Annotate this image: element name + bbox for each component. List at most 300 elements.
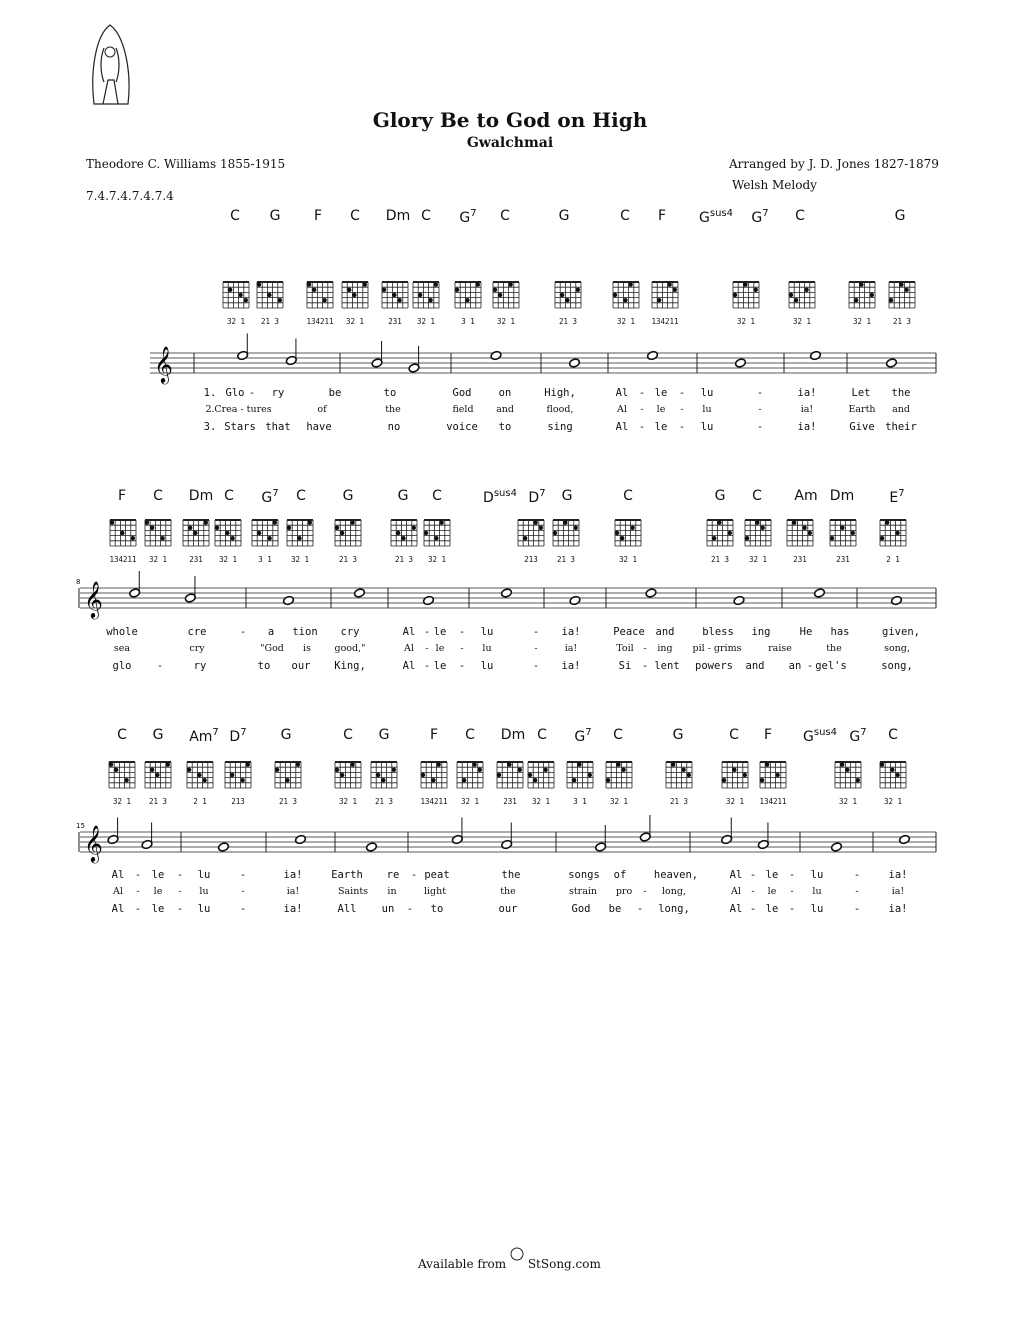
lyric-syllable: cry — [189, 643, 205, 654]
note-head — [891, 595, 903, 605]
lyric-syllable: - — [751, 886, 755, 897]
lyric-syllable: ry — [193, 660, 207, 672]
lyric-syllable: - — [680, 404, 684, 415]
lyric-syllable: Saints — [337, 886, 369, 897]
lyric-syllable: God — [571, 903, 591, 915]
lyric-syllable: Al — [111, 869, 125, 881]
lyric-syllable: Al — [731, 886, 741, 897]
lyric-syllable: - — [758, 404, 762, 415]
lyric-syllable: song, — [881, 660, 913, 672]
chord-root: G — [261, 490, 273, 506]
lyric-syllable: - — [749, 869, 757, 881]
chord-suffix: 7 — [240, 727, 247, 738]
lyric-syllable: ia! — [561, 660, 581, 672]
lyric-syllable: lu — [197, 869, 211, 881]
treble-clef-icon: 𝄞 — [84, 580, 103, 618]
chord-symbol — [379, 727, 390, 743]
lyric-syllable: songs — [568, 869, 600, 881]
chord-root: C — [620, 208, 630, 224]
chord-root: Dm — [500, 727, 526, 743]
lyric-syllable: Al — [615, 421, 629, 433]
chord-diagram — [335, 762, 361, 788]
chord-diagram — [613, 282, 639, 308]
chord-diagram — [707, 520, 733, 546]
chord-fingering: 32 1 — [736, 317, 756, 326]
chord-root: C — [224, 488, 234, 504]
lyric-syllable: bless — [702, 626, 734, 638]
chord-symbol — [537, 727, 547, 743]
chord-diagram — [421, 762, 447, 788]
chord-fingering: 21 3 — [558, 317, 578, 326]
chord-symbol — [465, 727, 475, 743]
chord-diagram — [187, 762, 213, 788]
lyric-syllable: glo — [112, 660, 132, 672]
chord-suffix: 7 — [898, 488, 905, 499]
chord-symbol — [153, 488, 163, 504]
lyric-syllable: - — [458, 626, 466, 638]
lyric-syllable: lu — [700, 421, 714, 433]
chord-symbol — [229, 727, 246, 745]
chord-root: G — [342, 488, 354, 504]
lyric-syllable: - — [178, 886, 182, 897]
chord-diagram — [275, 762, 301, 788]
lyric-syllable: lu — [197, 903, 211, 915]
lyric-syllable: ia! — [888, 903, 908, 915]
lyric-syllable: God — [452, 387, 472, 399]
chord-symbol — [574, 727, 591, 745]
chord-root: C — [153, 488, 163, 504]
chord-diagram — [225, 762, 251, 788]
chord-symbol — [889, 488, 904, 506]
lyric-syllable: the — [385, 404, 401, 415]
chord-diagram — [145, 762, 171, 788]
chord-suffix: sus4 — [709, 208, 733, 219]
chord-root: F — [763, 727, 773, 743]
note-head — [423, 595, 435, 605]
note-head — [366, 842, 378, 852]
lyric-syllable: powers — [695, 660, 733, 672]
chord-root: C — [888, 727, 898, 743]
chord-root: Dm — [188, 488, 214, 504]
lyric-syllable: lu — [812, 886, 822, 897]
chord-symbol — [715, 488, 726, 504]
chord-symbol — [888, 727, 898, 743]
lyric-syllable: - — [410, 869, 418, 881]
lyric-syllable: Earth — [848, 404, 876, 415]
chord-diagram — [223, 282, 249, 308]
chord-fingering: 213 — [231, 797, 245, 806]
chord-fingering: 32 1 — [748, 555, 768, 564]
lyric-syllable: sing — [547, 421, 573, 433]
chord-root: G — [280, 727, 292, 743]
lyric-syllable: - — [239, 903, 247, 915]
chord-diagram — [287, 520, 313, 546]
lyric-syllable: lu — [199, 886, 209, 897]
chord-root: Dm — [385, 208, 411, 224]
chord-fingering: 32 1 — [460, 797, 480, 806]
lyric-syllable: Earth — [331, 869, 363, 881]
chord-suffix: sus4 — [493, 488, 517, 499]
chord-diagram — [252, 520, 278, 546]
lyric-syllable: sea — [113, 643, 131, 654]
chord-symbol — [795, 208, 805, 224]
chord-diagram — [666, 762, 692, 788]
lyric-syllable: lu — [810, 903, 824, 915]
lyric-syllable: that — [265, 421, 291, 433]
chord-symbol — [118, 488, 126, 504]
chord-diagram — [110, 520, 136, 546]
note-head — [831, 842, 843, 852]
chord-suffix: 7 — [762, 208, 769, 219]
lyric-syllable: lu — [700, 387, 714, 399]
chord-symbol — [230, 208, 240, 224]
lyric-syllable: be — [328, 387, 342, 399]
chord-root: G — [152, 727, 164, 743]
chord-suffix: 7 — [539, 488, 546, 499]
lyric-syllable: - — [156, 660, 164, 672]
lyric-syllable: - — [643, 886, 647, 897]
lyric-syllable: He — [799, 626, 813, 638]
lyric-syllable: Al — [617, 404, 627, 415]
chord-root: G — [699, 210, 710, 226]
lyric-syllable: - — [853, 903, 861, 915]
chord-root: C — [117, 727, 127, 743]
chord-root: G — [397, 488, 409, 504]
chord-fingering: 231 — [388, 317, 402, 326]
lyric-syllable: Crea - tures — [214, 404, 272, 415]
lyric-syllable: - — [458, 660, 466, 672]
chord-fingering: 21 3 — [148, 797, 168, 806]
lyric-syllable: ia! — [797, 421, 817, 433]
chord-diagram — [145, 520, 171, 546]
chord-root: C — [537, 727, 547, 743]
meter: 7.4.7.4.7.4.7.4 — [86, 189, 174, 203]
lyric-syllable: voice — [446, 421, 478, 433]
lyric-syllable: Al — [615, 387, 629, 399]
chord-fingering: 2 1 — [193, 797, 207, 806]
chord-fingering: 21 3 — [394, 555, 414, 564]
chord-root: G — [574, 729, 586, 745]
chord-symbol — [281, 727, 292, 743]
measure-number: 8 — [76, 578, 81, 586]
lyric-syllable: - — [532, 660, 540, 672]
chord-fingering: 32 1 — [218, 555, 238, 564]
chord-fingering: 32 1 — [345, 317, 365, 326]
arranger: Arranged by J. D. Jones 1827-1879 — [729, 157, 939, 171]
chord-symbol — [421, 208, 431, 224]
chord-fingering: 21 3 — [669, 797, 689, 806]
chord-diagram — [493, 282, 519, 308]
chord-root: G — [714, 488, 726, 504]
lyric-syllable: High, — [544, 387, 576, 399]
lyric-syllable: - — [134, 869, 142, 881]
chord-root: C — [623, 488, 633, 504]
chord-fingering: 231 — [189, 555, 203, 564]
chord-symbol — [764, 727, 772, 743]
chord-root: G — [894, 208, 906, 224]
lyric-syllable: Al — [111, 903, 125, 915]
lyric-syllable: 3. — [203, 421, 217, 433]
lyric-syllable: le — [433, 626, 447, 638]
chord-root: F — [429, 727, 439, 743]
chord-fingering: 134211 — [651, 317, 679, 326]
lyric-syllable: on — [498, 387, 512, 399]
lyric-syllable: the — [826, 643, 842, 654]
chord-fingering: 32 1 — [838, 797, 858, 806]
chord-diagram — [424, 520, 450, 546]
lyric-syllable: has — [830, 626, 850, 638]
chord-symbol — [794, 488, 817, 504]
chord-diagram — [830, 520, 856, 546]
chord-symbol — [751, 208, 768, 226]
lyric-syllable: Si — [618, 660, 632, 672]
lyric-syllable: - — [788, 869, 796, 881]
lyric-syllable: peat — [424, 869, 450, 881]
chord-diagram — [257, 282, 283, 308]
chord-diagram — [787, 520, 813, 546]
chord-symbol — [500, 208, 510, 224]
chord-symbol — [398, 488, 409, 504]
lyric-syllable: lu — [480, 626, 494, 638]
lyric-syllable: - — [640, 404, 644, 415]
chord-fingering: 32 1 — [338, 797, 358, 806]
chord-fingering: 2 1 — [886, 555, 900, 564]
lyric-syllable: le — [765, 869, 779, 881]
lyric-syllable: le — [654, 421, 668, 433]
chord-fingering: 32 1 — [792, 317, 812, 326]
chord-diagram — [567, 762, 593, 788]
chord-root: G — [672, 727, 684, 743]
note-head — [814, 588, 826, 598]
lyric-syllable: - — [136, 886, 140, 897]
chord-root: C — [729, 727, 739, 743]
chord-symbol — [386, 208, 410, 224]
chord-suffix: 7 — [585, 727, 592, 738]
note-head — [501, 588, 513, 598]
chord-root: G — [378, 727, 390, 743]
lyric-syllable: the — [891, 387, 911, 399]
chord-root: F — [117, 488, 127, 504]
chord-fingering: 134211 — [420, 797, 448, 806]
chord-symbol — [189, 488, 213, 504]
lyric-syllable: - — [788, 903, 796, 915]
chord-symbol — [189, 727, 219, 745]
chord-fingering: 32 1 — [609, 797, 629, 806]
note-head — [283, 595, 295, 605]
lyric-syllable: - — [460, 643, 464, 654]
lyric-syllable: - — [248, 387, 256, 399]
chord-suffix: sus4 — [813, 727, 837, 738]
chord-symbol — [153, 727, 164, 743]
chord-symbol — [658, 208, 666, 224]
lyric-syllable: ia! — [800, 404, 814, 415]
chord-diagram — [518, 520, 544, 546]
lyric-syllable: - — [855, 886, 859, 897]
chord-root: C — [230, 208, 240, 224]
lyric-syllable: le — [435, 643, 445, 654]
chord-symbol — [483, 488, 517, 506]
lyric-syllable: - — [806, 660, 814, 672]
lyric-syllable: - — [678, 421, 686, 433]
lyric-syllable: ing — [751, 626, 771, 638]
chord-root: C — [500, 208, 510, 224]
lyric-syllable: Stars — [224, 421, 256, 433]
chord-symbol — [849, 727, 866, 745]
lyric-syllable: le — [656, 404, 666, 415]
lyric-syllable: - — [176, 869, 184, 881]
chord-symbol — [224, 488, 234, 504]
lyric-syllable: - — [176, 903, 184, 915]
angel-logo-icon — [93, 25, 129, 104]
chord-symbol — [270, 208, 281, 224]
note-head — [647, 350, 659, 360]
lyric-syllable: Al — [404, 643, 414, 654]
chord-symbol — [432, 488, 442, 504]
lyric-syllable: tion — [292, 626, 318, 638]
note-head — [354, 588, 366, 598]
chord-root: G — [558, 208, 570, 224]
chord-diagram — [391, 520, 417, 546]
lyric-syllable: ia! — [561, 626, 581, 638]
lyric-syllable: to — [430, 903, 444, 915]
lyric-syllable: cry — [340, 626, 360, 638]
lyric-syllable: song, — [884, 643, 910, 654]
chord-symbol — [296, 488, 306, 504]
chord-fingering: 32 1 — [148, 555, 168, 564]
lyric-syllable: le — [151, 869, 165, 881]
lyric-syllable: - — [636, 903, 644, 915]
chord-symbol — [729, 727, 739, 743]
chord-fingering: 21 3 — [338, 555, 358, 564]
lyric-syllable: strain — [568, 886, 598, 897]
chord-symbol — [623, 488, 633, 504]
chord-fingering: 32 1 — [416, 317, 436, 326]
lyric-syllable: Toil — [616, 643, 634, 654]
lyric-syllable: ia! — [888, 869, 908, 881]
chord-root: C — [296, 488, 306, 504]
footer-site[interactable]: StSong.com — [527, 1257, 601, 1271]
lyric-syllable: le — [153, 886, 163, 897]
lyric-syllable: - — [406, 903, 414, 915]
chord-diagram — [652, 282, 678, 308]
chord-symbol — [803, 727, 837, 745]
lyric-syllable: light — [423, 886, 447, 897]
lyric-syllable: - — [790, 886, 794, 897]
chord-symbol — [314, 208, 322, 224]
chord-fingering: 3 1 — [258, 555, 272, 564]
lyric-syllable: re — [386, 869, 400, 881]
chord-fingering: 134211 — [759, 797, 787, 806]
lyric-syllable: - — [756, 387, 764, 399]
chord-symbol — [559, 208, 570, 224]
chord-root: C — [613, 727, 623, 743]
chord-diagram — [745, 520, 771, 546]
lyric-syllable: - — [423, 660, 431, 672]
chord-symbol — [501, 727, 525, 743]
chord-symbol — [117, 727, 127, 743]
lyric-syllable: le — [151, 903, 165, 915]
chord-fingering: 231 — [836, 555, 850, 564]
staff — [79, 580, 936, 619]
song-title: Glory Be to God on High — [372, 108, 648, 132]
chord-diagram — [342, 282, 368, 308]
lyric-syllable: - — [534, 643, 538, 654]
chord-diagram — [733, 282, 759, 308]
footer — [418, 1257, 601, 1271]
chord-root: G — [459, 210, 471, 226]
chord-root: C — [432, 488, 442, 504]
lyric-syllable: ia! — [286, 886, 300, 897]
lyric-syllable: have — [306, 421, 332, 433]
lyric-syllable: Peace — [613, 626, 645, 638]
lyric-syllable: and — [892, 404, 910, 415]
chord-diagram — [760, 762, 786, 788]
chord-root: E — [889, 490, 899, 506]
chord-fingering: 231 — [503, 797, 517, 806]
staff — [150, 345, 936, 384]
chord-fingering: 32 1 — [852, 317, 872, 326]
chord-fingering: 134211 — [306, 317, 334, 326]
chord-root: C — [343, 727, 353, 743]
lyric-syllable: Al — [402, 626, 416, 638]
chord-fingering: 3 1 — [573, 797, 587, 806]
note-head — [810, 350, 822, 360]
chord-symbol — [528, 488, 545, 506]
chord-symbol — [430, 727, 438, 743]
lyric-syllable: Al — [729, 869, 743, 881]
chord-diagram — [889, 282, 915, 308]
lyric-syllable: lu — [482, 643, 492, 654]
note-head — [295, 834, 307, 844]
lyric-syllable: "God — [260, 643, 284, 654]
chord-diagram — [880, 762, 906, 788]
lyric-syllable: long, — [658, 903, 690, 915]
lyric-syllable: ing — [657, 643, 673, 654]
lyric-syllable: cre — [187, 626, 207, 638]
chord-symbol — [613, 727, 623, 743]
chord-diagram — [307, 282, 333, 308]
author: Theodore C. Williams 1855-1915 — [86, 157, 286, 171]
chord-diagram — [413, 282, 439, 308]
note-head — [886, 358, 898, 368]
chord-diagram — [835, 762, 861, 788]
chord-diagram — [528, 762, 554, 788]
lyric-syllable: 2. — [205, 404, 215, 415]
chord-diagram — [183, 520, 209, 546]
chord-fingering: 21 3 — [892, 317, 912, 326]
chord-fingering: 32 1 — [290, 555, 310, 564]
lyric-syllable: - — [678, 387, 686, 399]
chord-fingering: 32 1 — [616, 317, 636, 326]
footer-prefix: Available from — [418, 1257, 507, 1271]
chord-root: G — [269, 208, 281, 224]
tune-name: Gwalchmai — [466, 135, 554, 151]
chord-fingering: 32 1 — [725, 797, 745, 806]
chord-suffix: 7 — [860, 727, 867, 738]
lyric-syllable: ia! — [283, 869, 303, 881]
chord-symbol — [343, 488, 354, 504]
lyric-syllable: long, — [662, 886, 686, 897]
lyric-syllable: un — [381, 903, 395, 915]
chord-fingering: 213 — [524, 555, 538, 564]
chord-fingering: 21 3 — [710, 555, 730, 564]
lyric-syllable: our — [498, 903, 518, 915]
note-head — [490, 350, 502, 360]
lyric-syllable: whole — [106, 626, 138, 638]
lyric-syllable: - — [638, 387, 646, 399]
chord-root: C — [465, 727, 475, 743]
chord-suffix: 7 — [470, 208, 477, 219]
